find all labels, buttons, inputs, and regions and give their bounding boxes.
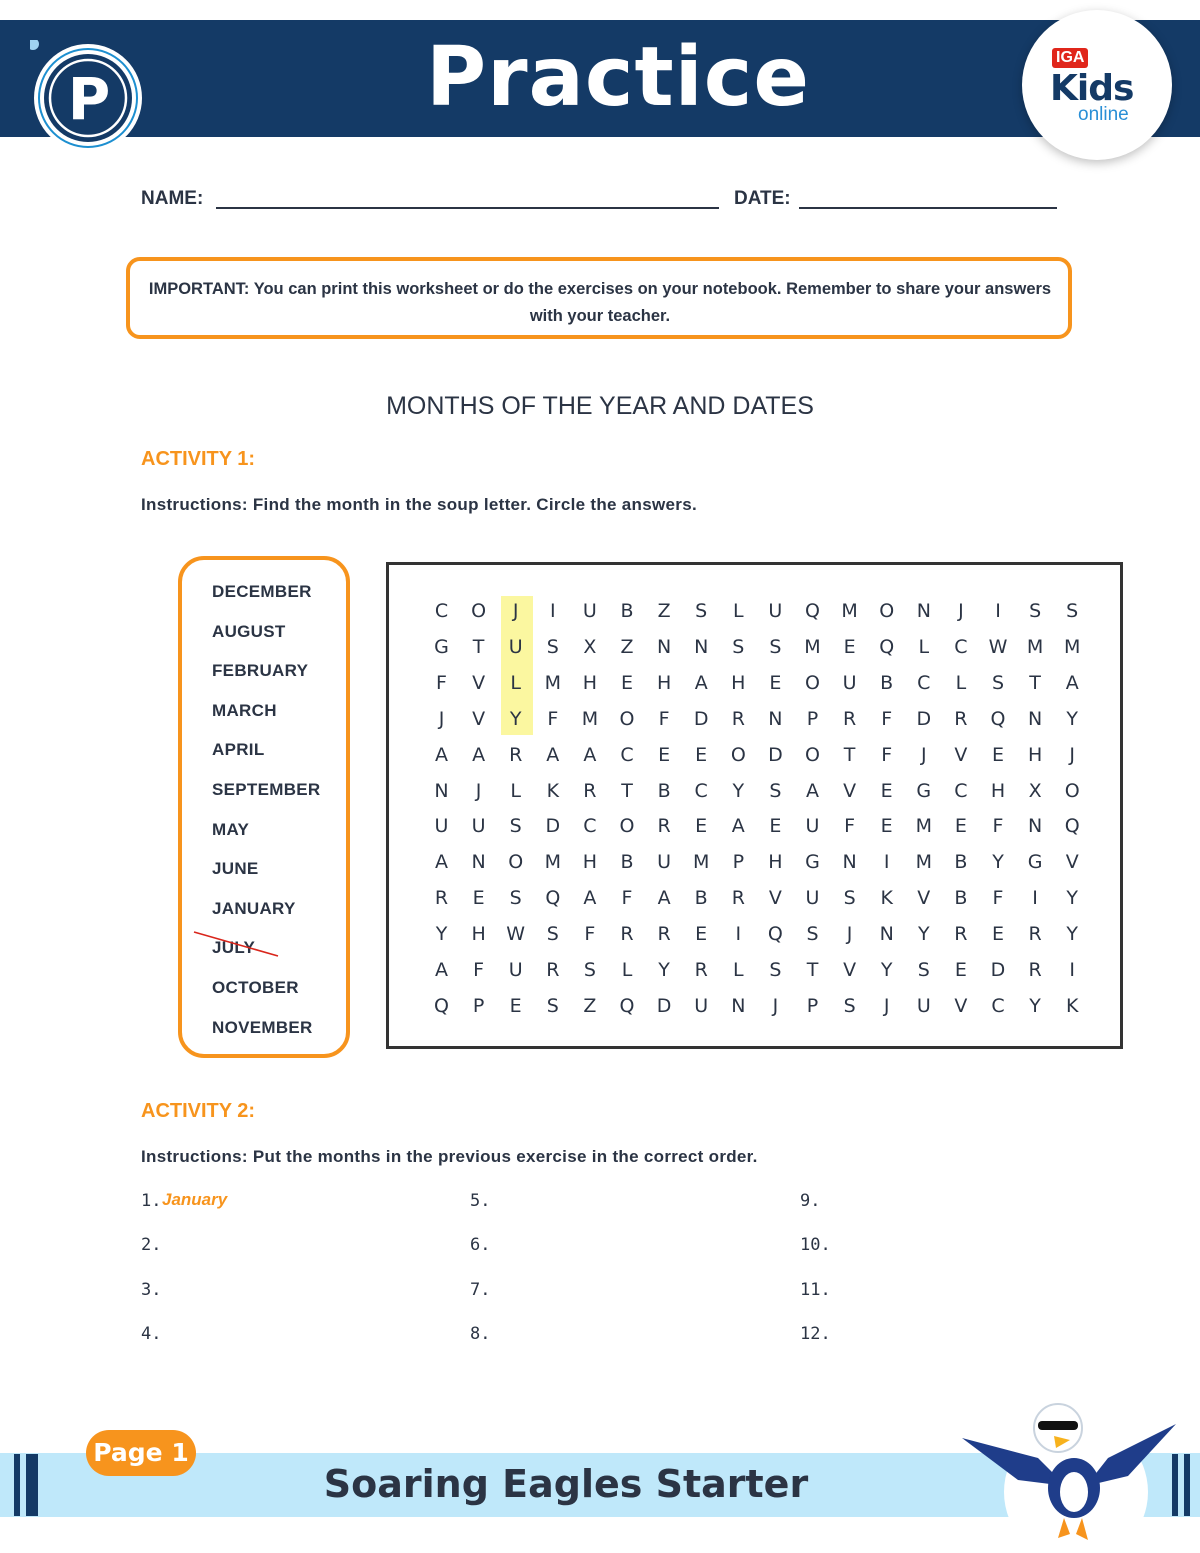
order-slot[interactable]: 7. (470, 1279, 491, 1300)
grid-letter[interactable]: R (657, 815, 671, 838)
grid-letter[interactable]: N (656, 635, 672, 658)
grid-letter[interactable]: P (806, 707, 819, 730)
grid-letter[interactable]: S (917, 959, 930, 981)
grid-letter[interactable]: Z (657, 600, 671, 622)
grid-letter[interactable]: E (954, 815, 967, 838)
grid-letter[interactable]: D (656, 994, 672, 1017)
strike-mark-icon (192, 928, 282, 960)
grid-letter[interactable]: A (1065, 671, 1079, 694)
footer-stripe (1184, 1454, 1190, 1516)
grid-letter[interactable]: M (841, 600, 858, 622)
grid-letter[interactable]: Z (620, 635, 634, 658)
grid-letter[interactable]: Q (879, 635, 895, 658)
grid-letter[interactable]: V (843, 779, 857, 802)
grid-letter[interactable]: H (731, 671, 746, 694)
grid-letter[interactable]: V (768, 887, 782, 910)
grid-letter[interactable]: U (694, 994, 709, 1017)
grid-letter[interactable]: S (1066, 600, 1079, 622)
important-text: IMPORTANT: You can print this worksheet or do the exercises on your notebook. Remember to share your answers with your teacher. (148, 280, 1052, 325)
grid-letter[interactable]: Q (1064, 815, 1080, 838)
grid-letter[interactable]: V (1065, 851, 1079, 874)
activity2-instructions: Instructions: Put the months in the previous exercise in the correct order. (141, 1147, 758, 1166)
grid-letter[interactable]: X (583, 635, 597, 658)
grid-letter[interactable]: H (582, 851, 598, 874)
activity1-instructions: Instructions: Find the month in the soup letter. Circle the answers. (141, 495, 697, 514)
grid-letter[interactable]: R (731, 707, 745, 730)
grid-letter[interactable]: K (546, 779, 560, 802)
grid-letter[interactable]: R (657, 923, 671, 946)
grid-letter[interactable]: U (805, 815, 820, 838)
word-list-item: SEPTEMBER (212, 780, 321, 799)
grid-letter[interactable]: U (508, 635, 523, 658)
activity1-title: ACTIVITY 1: (141, 448, 256, 470)
grid-letter[interactable]: C (991, 994, 1005, 1017)
order-slot[interactable]: 5. (470, 1191, 491, 1211)
grid-letter[interactable]: E (509, 994, 522, 1017)
brand-tag: IGA (1052, 48, 1088, 68)
grid-letter[interactable]: D (545, 815, 561, 838)
grid-letter[interactable]: J (772, 994, 779, 1017)
grid-letter[interactable]: U (916, 994, 931, 1017)
grid-letter[interactable]: L (621, 959, 633, 981)
grid-letter[interactable]: U (508, 959, 523, 981)
grid-letter[interactable]: E (620, 671, 633, 694)
word-list-item: JULY (212, 938, 256, 958)
section-title: MONTHS OF THE YEAR AND DATES (386, 392, 814, 420)
grid-letter[interactable]: M (544, 671, 561, 694)
grid-letter[interactable]: M (692, 851, 710, 874)
date-label: DATE: (734, 188, 791, 209)
word-list-item: FEBRUARY (212, 661, 309, 681)
grid-letter[interactable]: J (1069, 743, 1075, 766)
grid-letter[interactable]: J (920, 743, 927, 766)
grid-letter[interactable]: O (619, 707, 635, 730)
grid-letter[interactable]: C (583, 815, 597, 838)
grid-letter[interactable]: E (658, 743, 671, 766)
grid-letter[interactable]: S (546, 923, 559, 946)
course-name: Soaring Eagles Starter (323, 1462, 809, 1506)
grid-letter[interactable]: R (620, 923, 634, 946)
grid-letter[interactable]: H (768, 851, 783, 874)
grid-letter[interactable]: Q (434, 994, 449, 1017)
grid-letter[interactable]: A (435, 743, 448, 766)
grid-letter[interactable]: S (1029, 600, 1042, 622)
grid-letter[interactable]: S (843, 994, 856, 1017)
grid-letter[interactable]: H (582, 671, 598, 694)
grid-letter[interactable]: O (730, 743, 746, 766)
grid-letter[interactable]: A (657, 887, 671, 910)
grid-letter[interactable]: L (955, 671, 967, 694)
grid-letter[interactable]: M (915, 815, 932, 838)
grid-letter[interactable]: I (735, 923, 742, 946)
grid-letter[interactable]: M (581, 707, 599, 730)
grid-letter[interactable]: P (806, 994, 819, 1017)
grid-letter[interactable]: Y (1066, 707, 1078, 730)
grid-letter[interactable]: A (731, 815, 745, 838)
grid-letter[interactable]: Y (732, 779, 745, 802)
grid-letter[interactable]: I (995, 600, 1001, 622)
grid-letter[interactable]: A (472, 743, 486, 766)
practice-logo-icon (30, 40, 146, 156)
grid-letter[interactable]: H (990, 779, 1006, 802)
grid-letter[interactable]: Y (1066, 887, 1078, 910)
grid-letter[interactable]: Y (1066, 923, 1078, 946)
grid-letter[interactable]: I (1069, 959, 1075, 981)
order-slot[interactable]: 4. (141, 1323, 162, 1344)
grid-letter[interactable]: J (883, 994, 890, 1017)
grid-letter[interactable]: V (954, 994, 968, 1017)
grid-letter[interactable]: S (769, 959, 782, 981)
grid-letter[interactable]: I (883, 851, 890, 874)
grid-letter[interactable]: C (620, 743, 634, 766)
order-slot[interactable]: 3. (141, 1279, 162, 1300)
grid-letter[interactable]: T (1029, 671, 1041, 694)
grid-letter[interactable]: H (656, 671, 672, 694)
grid-letter[interactable]: A (435, 851, 448, 874)
grid-letter[interactable]: E (954, 959, 967, 981)
grid-letter[interactable]: L (918, 635, 930, 658)
order-slot[interactable]: 6. (470, 1235, 491, 1256)
grid-letter[interactable]: Q (805, 600, 820, 622)
grid-letter[interactable]: K (1065, 994, 1079, 1017)
grid-letter[interactable]: F (473, 959, 485, 981)
grid-letter[interactable]: F (992, 887, 1004, 910)
grid-letter[interactable]: B (657, 779, 671, 802)
order-slot[interactable]: 1. (141, 1191, 162, 1211)
grid-letter[interactable]: N (1027, 707, 1043, 730)
grid-letter[interactable]: E (769, 815, 782, 838)
grid-letter[interactable]: C (954, 779, 968, 802)
grid-letter[interactable]: U (768, 600, 783, 622)
grid-letter[interactable]: U (657, 851, 672, 874)
grid-letter[interactable]: Y (435, 923, 448, 946)
word-list-item: DECEMBER (212, 582, 312, 601)
grid-letter[interactable]: M (915, 851, 932, 874)
grid-letter[interactable]: Y (917, 923, 930, 946)
grid-letter[interactable]: F (844, 815, 856, 838)
word-list-item: NOVEMBER (212, 1017, 313, 1037)
grid-letter[interactable]: O (471, 600, 487, 622)
grid-letter[interactable]: E (991, 923, 1004, 946)
grid-letter[interactable]: E (695, 815, 708, 838)
grid-letter[interactable]: W (988, 635, 1008, 658)
grid-letter[interactable]: Y (880, 959, 893, 981)
grid-letter[interactable]: J (512, 600, 519, 622)
grid-letter[interactable]: M (544, 851, 561, 874)
grid-letter[interactable]: V (954, 743, 968, 766)
grid-letter[interactable]: C (694, 779, 708, 802)
grid-letter[interactable]: Q (767, 923, 783, 946)
grid-letter[interactable]: O (508, 851, 524, 874)
word-list-item: JUNE (212, 859, 259, 879)
grid-letter[interactable]: T (472, 635, 485, 658)
grid-letter[interactable]: V (843, 959, 857, 981)
grid-letter[interactable]: N (842, 851, 857, 874)
grid-letter[interactable]: S (695, 600, 708, 622)
grid-letter[interactable]: S (769, 635, 782, 658)
name-label: NAME: (141, 188, 204, 209)
grid-letter[interactable]: G (805, 851, 820, 874)
order-slot[interactable]: 8. (470, 1323, 491, 1344)
grid-letter[interactable]: N (1027, 815, 1043, 838)
order-slot[interactable]: 2. (141, 1235, 162, 1256)
grid-letter[interactable]: E (769, 671, 782, 694)
grid-letter[interactable]: A (583, 743, 597, 766)
grid-letter[interactable]: A (806, 779, 819, 802)
grid-letter[interactable]: D (916, 707, 932, 730)
grid-letter[interactable]: G (916, 779, 932, 802)
grid-letter[interactable]: J (475, 779, 482, 802)
word-list-item: MAY (212, 819, 250, 839)
grid-letter[interactable]: C (917, 671, 931, 694)
grid-letter[interactable]: N (434, 779, 449, 802)
grid-letter[interactable]: M (804, 635, 821, 658)
grid-letter[interactable]: K (880, 887, 893, 910)
grid-letter[interactable]: S (769, 779, 782, 802)
word-list-item: AUGUST (212, 621, 286, 641)
grid-letter[interactable]: N (694, 635, 709, 658)
grid-letter[interactable]: P (732, 851, 745, 874)
grid-letter[interactable]: N (471, 851, 486, 874)
grid-letter[interactable]: J (438, 707, 445, 730)
grid-letter[interactable]: M (1026, 635, 1044, 658)
grid-letter[interactable]: E (880, 779, 893, 802)
grid-letter[interactable]: A (694, 671, 708, 694)
grid-letter[interactable]: Q (990, 707, 1006, 730)
grid-letter[interactable]: S (509, 815, 522, 838)
grid-letter[interactable]: U (434, 815, 449, 838)
word-list-item: MARCH (212, 700, 277, 720)
grid-letter[interactable]: E (695, 743, 708, 766)
name-field[interactable] (216, 207, 719, 209)
grid-letter[interactable]: S (843, 887, 856, 910)
grid-letter[interactable]: P (472, 994, 485, 1017)
grid-letter[interactable]: V (917, 887, 931, 910)
grid-letter[interactable]: U (582, 600, 597, 622)
grid-letter[interactable]: D (990, 959, 1006, 981)
grid-letter[interactable]: R (583, 779, 597, 802)
grid-letter[interactable]: C (434, 600, 449, 622)
grid-letter[interactable]: L (510, 671, 521, 694)
grid-letter[interactable]: S (509, 887, 522, 910)
grid-letter[interactable]: S (583, 959, 596, 981)
grid-letter[interactable]: E (880, 815, 893, 838)
grid-letter[interactable]: O (805, 743, 820, 766)
grid-letter[interactable]: F (547, 707, 559, 730)
activity2-title: ACTIVITY 2: (141, 1100, 256, 1122)
grid-letter[interactable]: R (1028, 959, 1042, 981)
grid-letter[interactable]: R (434, 887, 449, 910)
grid-letter[interactable]: J (846, 923, 853, 946)
grid-letter[interactable]: N (916, 600, 931, 622)
grid-letter[interactable]: E (991, 743, 1004, 766)
grid-letter[interactable]: R (954, 707, 968, 730)
grid-letter[interactable]: G (434, 635, 449, 658)
grid-letter[interactable]: Y (1029, 994, 1041, 1017)
order-slot[interactable]: 9. (800, 1191, 821, 1211)
grid-letter[interactable]: E (695, 923, 708, 946)
svg-text:P: P (67, 65, 111, 133)
grid-letter[interactable]: U (471, 815, 486, 838)
grid-letter[interactable]: L (733, 959, 744, 981)
grid-letter[interactable]: S (991, 671, 1005, 694)
grid-letter[interactable]: I (549, 600, 556, 622)
grid-letter[interactable]: X (1028, 779, 1042, 802)
order-slot[interactable]: 11. (800, 1279, 831, 1300)
grid-letter[interactable]: Y (509, 707, 522, 730)
grid-letter[interactable]: R (954, 923, 968, 946)
grid-letter[interactable]: U (842, 671, 857, 694)
grid-letter[interactable]: F (436, 671, 447, 694)
grid-letter[interactable]: D (693, 707, 709, 730)
brand-name: Kids (1050, 68, 1134, 109)
grid-letter[interactable]: D (768, 743, 783, 766)
page-number: Page 1 (86, 1430, 196, 1476)
grid-letter[interactable]: B (620, 851, 634, 874)
grid-letter[interactable]: M (1063, 635, 1081, 658)
word-list-item: APRIL (212, 740, 265, 760)
grid-letter[interactable]: R (694, 959, 708, 981)
grid-letter[interactable]: R (842, 707, 857, 730)
grid-letter[interactable]: A (435, 959, 448, 981)
grid-letter[interactable]: H (1027, 743, 1043, 766)
grid-letter[interactable]: R (546, 959, 560, 981)
grid-letter[interactable]: T (806, 959, 819, 981)
grid-letter[interactable]: B (694, 887, 708, 910)
grid-letter[interactable]: H (471, 923, 486, 946)
grid-letter[interactable]: S (806, 923, 819, 946)
grid-letter[interactable]: J (958, 600, 964, 622)
grid-letter[interactable]: F (621, 887, 633, 910)
grid-letter[interactable]: O (619, 815, 635, 838)
grid-letter[interactable]: W (506, 923, 526, 946)
grid-letter[interactable]: A (583, 887, 597, 910)
grid-letter[interactable]: N (731, 994, 746, 1017)
order-slot[interactable]: 12. (800, 1323, 831, 1344)
grid-letter[interactable]: U (805, 887, 820, 910)
grid-letter[interactable]: S (546, 994, 559, 1017)
eagle-mascot-icon (958, 1388, 1180, 1548)
grid-letter[interactable]: B (954, 851, 968, 874)
grid-letter[interactable]: G (1027, 851, 1043, 874)
grid-letter[interactable]: B (880, 671, 894, 694)
grid-letter[interactable]: A (546, 743, 560, 766)
grid-letter[interactable]: N (879, 923, 894, 946)
grid-letter[interactable]: N (768, 707, 783, 730)
grid-letter[interactable]: F (992, 815, 1004, 838)
grid-letter[interactable]: Y (658, 959, 670, 981)
grid-letter[interactable]: L (510, 779, 521, 802)
grid-letter[interactable]: O (805, 671, 820, 694)
grid-letter[interactable]: F (881, 743, 893, 766)
brand-sub: online (1078, 104, 1129, 125)
grid-letter[interactable]: F (658, 707, 670, 730)
grid-letter[interactable]: S (732, 635, 745, 658)
grid-letter[interactable]: T (843, 743, 856, 766)
grid-letter[interactable]: T (621, 779, 633, 802)
answer-1[interactable]: January (162, 1190, 228, 1209)
grid-letter[interactable]: F (881, 707, 893, 730)
grid-letter[interactable]: Q (545, 887, 561, 910)
grid-letter[interactable]: O (1064, 779, 1080, 802)
grid-letter[interactable]: I (1032, 887, 1038, 910)
grid-letter[interactable]: R (1028, 923, 1042, 946)
grid-letter[interactable]: V (472, 671, 486, 694)
grid-letter[interactable]: F (584, 923, 596, 946)
grid-letter[interactable]: Z (583, 994, 597, 1017)
grid-letter[interactable]: V (472, 707, 486, 730)
grid-letter[interactable]: C (954, 635, 968, 658)
order-slot[interactable]: 10. (800, 1235, 831, 1256)
grid-letter[interactable]: B (954, 887, 968, 910)
date-field[interactable] (799, 207, 1057, 209)
page-title: Practice (425, 30, 810, 125)
grid-letter[interactable]: B (620, 600, 634, 622)
grid-letter[interactable]: R (509, 743, 523, 766)
grid-letter[interactable]: Y (992, 851, 1004, 874)
grid-letter[interactable]: R (731, 887, 745, 910)
grid-letter[interactable]: O (879, 600, 895, 622)
grid-letter[interactable]: E (472, 887, 485, 910)
grid-letter[interactable]: S (546, 635, 559, 658)
grid-letter[interactable]: Q (619, 994, 635, 1017)
word-list-item: JANUARY (212, 898, 296, 918)
grid-letter[interactable]: E (843, 635, 856, 658)
word-list-item: OCTOBER (212, 978, 299, 997)
grid-letter[interactable]: L (733, 600, 744, 622)
